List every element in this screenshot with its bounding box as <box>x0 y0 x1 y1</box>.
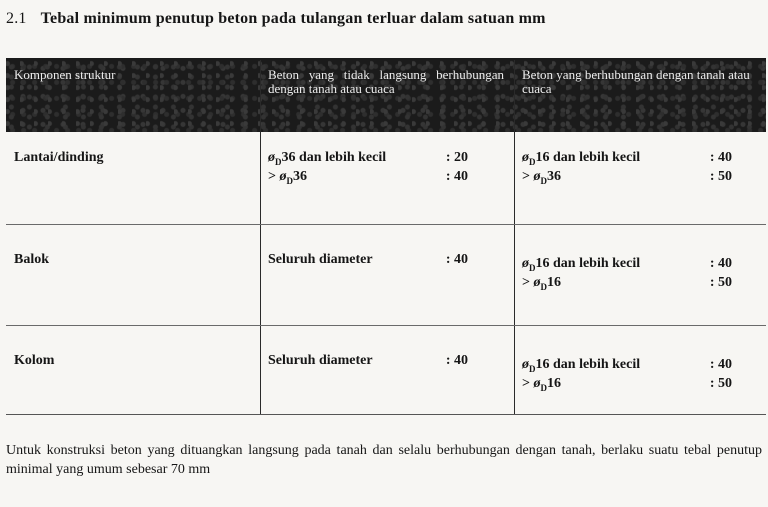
entry-value: : 40 <box>709 256 732 271</box>
cover-entry <box>268 167 468 186</box>
entry-label: $ø_D16$ dan lebih kecil <box>522 150 641 167</box>
diameter-symbol: $ø_D$ <box>522 256 536 273</box>
column-divider <box>514 60 515 414</box>
diameter-symbol: $ø_D$ <box>522 150 536 167</box>
indirect-cover <box>268 351 468 370</box>
table-header <box>6 60 766 132</box>
header-component: Komponen struktur <box>14 67 116 82</box>
indirect-cover <box>268 250 468 269</box>
component-name: Lantai/dinding <box>14 150 104 165</box>
entry-value: : 20 <box>445 150 468 165</box>
footnote: Untuk konstruksi beton yang dituangkan langsung pada tanah dan selalu berhubungan dengan tanah, berlaku suatu tebal penutup minimal yang umum sebesar 70 mm <box>6 443 762 477</box>
entry-label: > $ø_D36$ <box>268 169 307 186</box>
row-divider <box>6 224 766 225</box>
diameter-symbol: $ø_D$ <box>279 169 293 186</box>
entry-label: $ø_D16$ dan lebih kecil <box>522 256 641 273</box>
entry-value: : 40 <box>445 169 468 184</box>
cover-table <box>6 58 766 415</box>
entry-label: > $ø_D16$ <box>522 376 561 393</box>
row-divider <box>6 325 766 326</box>
cover-entry <box>522 167 732 186</box>
cover-entry <box>522 254 732 273</box>
entry-value: : 40 <box>445 353 468 368</box>
entry-label: > $ø_D16$ <box>522 275 561 292</box>
entry-value: : 50 <box>709 169 732 184</box>
indirect-cover <box>268 148 468 186</box>
cover-entry <box>268 148 468 167</box>
diameter-symbol: $ø_D$ <box>268 150 282 167</box>
entry-label: > $ø_D36$ <box>522 169 561 186</box>
component-name: Balok <box>14 252 50 267</box>
entry-value: : 40 <box>709 150 732 165</box>
diameter-symbol: $ø_D$ <box>533 169 547 186</box>
entry-value: : 50 <box>709 275 732 290</box>
cover-entry <box>522 355 732 374</box>
diameter-symbol: $ø_D$ <box>533 275 547 292</box>
table-caption <box>6 10 762 28</box>
cover-entry <box>268 250 468 269</box>
header-indirect: Beton yang tidak langsung berhubungan dengan tanah atau cuaca <box>268 67 504 96</box>
entry-label: Seluruh diameter <box>268 353 373 368</box>
entry-value: : 50 <box>709 376 732 391</box>
cover-entry <box>522 148 732 167</box>
caption-title: Tebal minimum penutup beton pada tulangan terluar dalam satuan mm <box>40 10 546 27</box>
diameter-symbol: $ø_D$ <box>533 376 547 393</box>
direct-cover <box>522 254 732 292</box>
cover-entry <box>268 351 468 370</box>
cover-entry <box>522 374 732 393</box>
entry-label: $ø_D36$ dan lebih kecil <box>268 150 387 167</box>
entry-label: Seluruh diameter <box>268 252 373 267</box>
entry-label: $ø_D16$ dan lebih kecil <box>522 357 641 374</box>
entry-value: : 40 <box>709 357 732 372</box>
column-divider <box>260 60 261 414</box>
caption-number: 2.1 <box>6 10 27 27</box>
direct-cover <box>522 355 732 393</box>
cover-entry <box>522 273 732 292</box>
component-name: Kolom <box>14 353 55 368</box>
diameter-symbol: $ø_D$ <box>522 357 536 374</box>
entry-value: : 40 <box>445 252 468 267</box>
header-direct: Beton yang berhubungan dengan tanah atau cuaca <box>522 67 750 96</box>
direct-cover <box>522 148 732 186</box>
